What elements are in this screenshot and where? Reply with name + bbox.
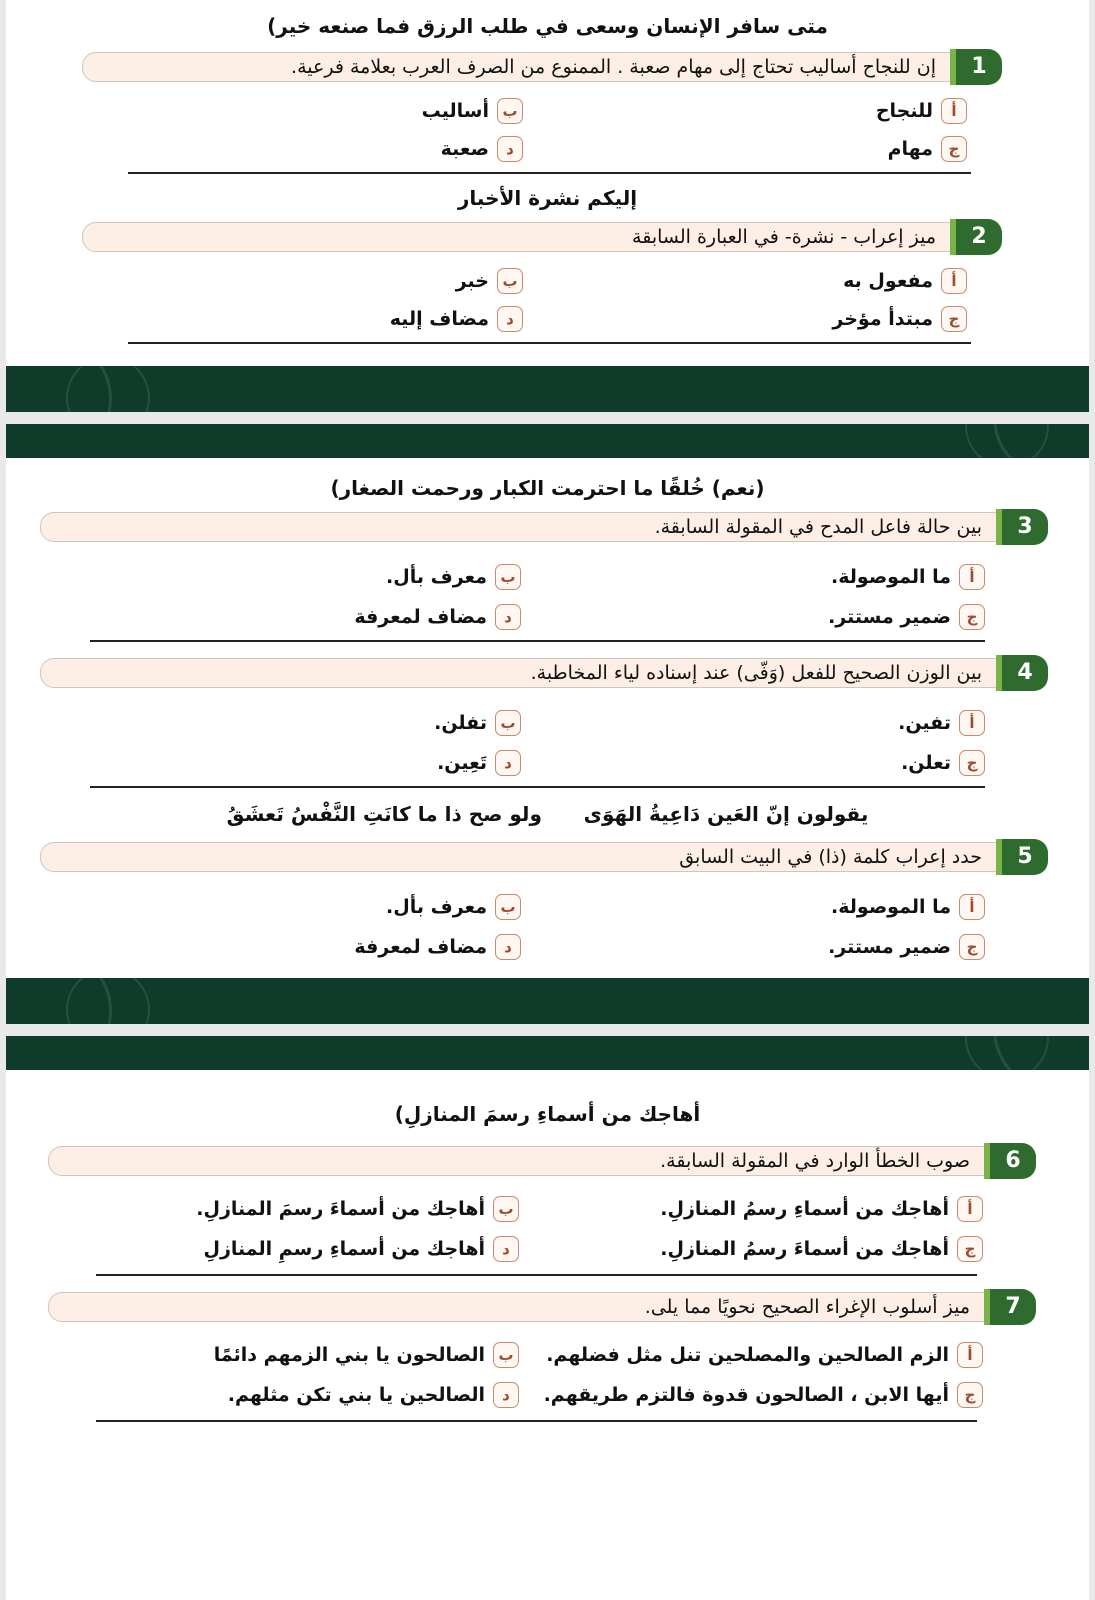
divider <box>90 640 985 642</box>
question-number-3: 3 <box>1002 509 1048 545</box>
option-text: مفعول به <box>843 270 933 292</box>
q2-option-c[interactable] <box>832 304 967 334</box>
option-text: مضاف لمعرفة <box>354 936 487 958</box>
footer-band <box>6 978 1089 1024</box>
option-text: خبر <box>455 270 489 292</box>
option-key: د <box>493 1236 519 1262</box>
question-bar-3 <box>40 512 1045 542</box>
option-key: ب <box>495 710 521 736</box>
q7-option-a[interactable] <box>546 1340 983 1370</box>
question-text-3: بين حالة فاعل المدح في المقولة السابقة. <box>654 516 982 538</box>
option-text: ما الموصولة. <box>831 896 951 918</box>
option-key: أ <box>941 98 967 124</box>
q1-option-d[interactable] <box>441 134 523 164</box>
question-number-2: 2 <box>956 219 1002 255</box>
worksheet-page-1 <box>6 0 1089 412</box>
option-key: ب <box>493 1342 519 1368</box>
option-text: ضمير مستتر. <box>828 606 951 628</box>
option-text: صعبة <box>440 138 489 160</box>
question-text-2: ميز إعراب - نشرة- في العبارة السابقة <box>632 226 936 248</box>
ornament-icon <box>965 1036 1049 1070</box>
q7-option-c[interactable] <box>544 1380 983 1410</box>
option-key: أ <box>959 894 985 920</box>
q2-option-d[interactable] <box>390 304 523 334</box>
option-key: أ <box>941 268 967 294</box>
option-key: أ <box>959 710 985 736</box>
option-key: أ <box>959 564 985 590</box>
q7-option-d[interactable] <box>228 1380 519 1410</box>
option-text: مبتدأ مؤخر <box>832 308 933 330</box>
option-text: أساليب <box>421 100 489 122</box>
q6-option-a[interactable] <box>660 1194 983 1224</box>
option-text: تَعِين. <box>437 752 487 774</box>
divider <box>128 172 971 174</box>
option-key: أ <box>957 1342 983 1368</box>
option-key: د <box>495 604 521 630</box>
q5-option-b[interactable] <box>386 892 521 922</box>
option-key: ج <box>941 136 967 162</box>
option-text: الصالحون يا بني الزمهم دائمًا <box>213 1344 485 1366</box>
question-text-7: ميز أسلوب الإغراء الصحيح نحويًا مما يلى. <box>644 1296 970 1318</box>
q5-option-d[interactable] <box>354 932 521 962</box>
question-bar-1 <box>82 52 999 82</box>
option-key: أ <box>957 1196 983 1222</box>
q1-option-c[interactable] <box>888 134 967 164</box>
option-text: معرف بأل. <box>386 896 487 918</box>
question-bar-5 <box>40 842 1045 872</box>
option-key: ج <box>941 306 967 332</box>
q7-option-b[interactable] <box>214 1340 519 1370</box>
question-number-4: 4 <box>1002 655 1048 691</box>
header-band <box>6 1036 1089 1070</box>
q2-option-a[interactable] <box>843 266 967 296</box>
question-number-6: 6 <box>990 1143 1036 1179</box>
option-key: د <box>497 136 523 162</box>
option-text: ما الموصولة. <box>831 566 951 588</box>
question-bar-6 <box>48 1146 1033 1176</box>
option-key: ج <box>957 1236 983 1262</box>
divider <box>90 786 985 788</box>
question-number-7: 7 <box>990 1289 1036 1325</box>
ornament-icon <box>66 978 150 1024</box>
option-text: تفين. <box>898 712 951 734</box>
statement-2: إليكم نشرة الأخبار <box>457 186 638 210</box>
header-band <box>6 424 1089 458</box>
option-key: د <box>493 1382 519 1408</box>
question-bar-7 <box>48 1292 1033 1322</box>
option-text: ضمير مستتر. <box>828 936 951 958</box>
option-text: مضاف إليه <box>389 308 489 330</box>
option-key: ب <box>497 98 523 124</box>
option-text: مضاف لمعرفة <box>354 606 487 628</box>
question-bar-2 <box>82 222 999 252</box>
worksheet-page-2 <box>6 424 1089 1024</box>
statement-1: متى سافر الإنسان وسعى في طلب الرزق فما صنعه خير) <box>267 14 828 38</box>
statement-3: (نعم) خُلقًا ما احترمت الكبار ورحمت الصغار) <box>330 476 765 500</box>
q4-option-a[interactable] <box>898 708 985 738</box>
option-text: مهام <box>887 138 933 160</box>
footer-band <box>6 366 1089 412</box>
q2-option-b[interactable] <box>456 266 523 296</box>
q4-option-c[interactable] <box>901 748 985 778</box>
question-text-1: إن للنجاح أساليب تحتاج إلى مهام صعبة . الممنوع من الصرف العرب بعلامة فرعية. <box>291 56 936 78</box>
q1-option-a[interactable] <box>876 96 967 126</box>
option-text: أهاجك من أسماءَ رسمَ المنازلِ. <box>196 1198 485 1220</box>
option-key: ب <box>493 1196 519 1222</box>
option-text: أيها الابن ، الصالحون قدوة فالتزم طريقهم. <box>543 1384 949 1406</box>
question-number-5: 5 <box>1002 839 1048 875</box>
q5-option-a[interactable] <box>831 892 985 922</box>
option-text: أهاجك من أسماءِ رسمِ المنازلِ <box>203 1238 485 1260</box>
option-key: د <box>495 750 521 776</box>
question-bar-4 <box>40 658 1045 688</box>
option-key: ج <box>959 604 985 630</box>
option-text: أهاجك من أسماءِ رسمُ المنازلِ. <box>660 1198 949 1220</box>
option-key: ب <box>495 564 521 590</box>
option-key: ب <box>497 268 523 294</box>
statement-4-verse: يقولون إنّ العَين دَاعِيةُ الهَوَى ولو صح ذا ما كانَتِ النَّفْسُ تَعشَقُ <box>226 802 869 826</box>
q3-option-d[interactable] <box>354 602 521 632</box>
divider <box>96 1274 977 1276</box>
worksheet-page-3 <box>6 1036 1089 1600</box>
option-text: للنجاح <box>875 100 933 122</box>
q6-option-d[interactable] <box>203 1234 519 1264</box>
option-key: د <box>495 934 521 960</box>
option-text: تفلن. <box>434 712 487 734</box>
option-text: الزم الصالحين والمصلحين تنل مثل فضلهم. <box>546 1344 949 1366</box>
q3-option-c[interactable] <box>828 602 985 632</box>
option-key: ج <box>957 1382 983 1408</box>
q3-option-b[interactable] <box>386 562 521 592</box>
option-text: معرف بأل. <box>386 566 487 588</box>
question-text-5: حدد إعراب كلمة (ذا) في البيت السابق <box>679 846 982 868</box>
q4-option-b[interactable] <box>434 708 521 738</box>
question-number-1: 1 <box>956 49 1002 85</box>
question-text-4: بين الوزن الصحيح للفعل (وَفّى) عند إسناده لياء المخاطبة. <box>530 662 982 684</box>
q5-option-c[interactable] <box>828 932 985 962</box>
ornament-icon <box>965 424 1049 458</box>
q6-option-b[interactable] <box>196 1194 519 1224</box>
question-text-6: صوب الخطأ الوارد في المقولة السابقة. <box>660 1150 970 1172</box>
q3-option-a[interactable] <box>831 562 985 592</box>
q4-option-d[interactable] <box>437 748 521 778</box>
option-text: تعلن. <box>901 752 951 774</box>
option-text: أهاجك من أسماءَ رسمُ المنازلِ. <box>660 1238 949 1260</box>
ornament-icon <box>66 366 150 412</box>
divider <box>96 1420 977 1422</box>
option-key: ج <box>959 750 985 776</box>
q6-option-c[interactable] <box>660 1234 983 1264</box>
option-key: ب <box>495 894 521 920</box>
divider <box>128 342 971 344</box>
option-key: ج <box>959 934 985 960</box>
statement-5: أهاجك من أسماءِ رسمَ المنازلِ) <box>394 1102 701 1126</box>
option-text: الصالحين يا بني تكن مثلهم. <box>227 1384 485 1406</box>
q1-option-b[interactable] <box>422 96 523 126</box>
option-key: د <box>497 306 523 332</box>
